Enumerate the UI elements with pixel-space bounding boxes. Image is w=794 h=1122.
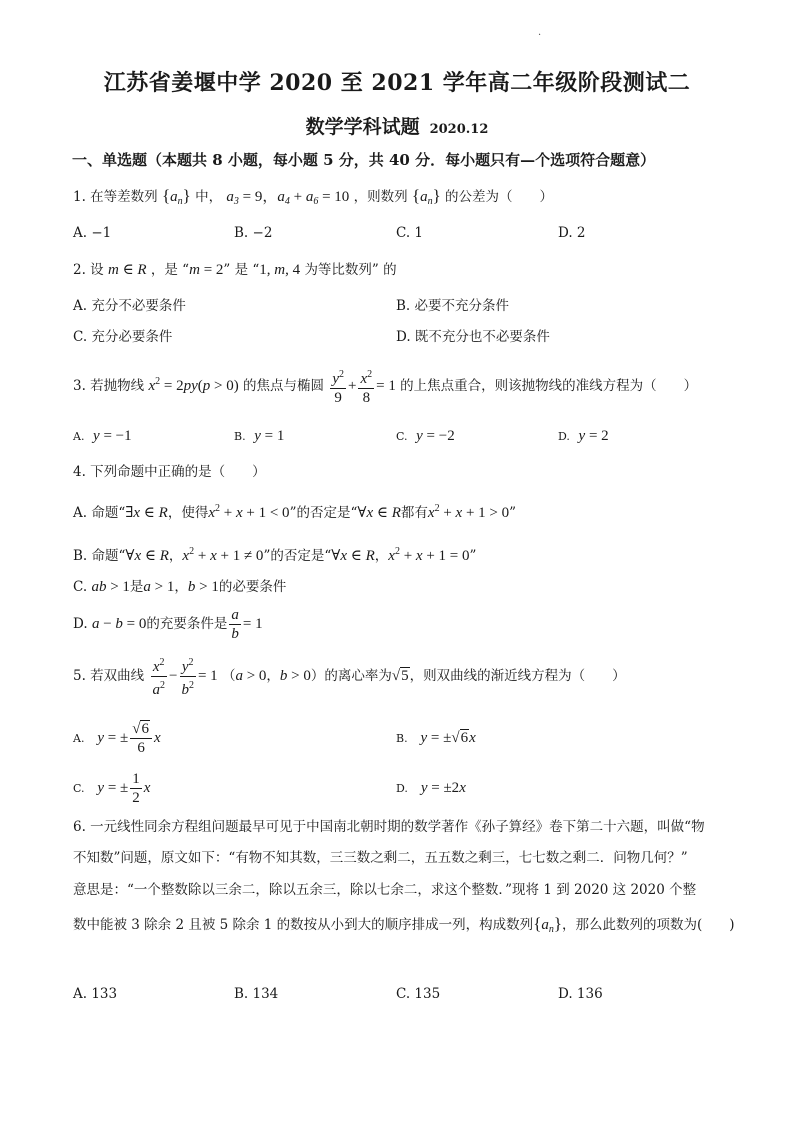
q1-option-a[interactable]: A. −1 <box>73 225 112 241</box>
q4-option-b[interactable]: B. 命题“∀x ∈ R，$x^2 + x + 1 \ne 0$”的否定是“∀x ∈ R，$x^2 + x + 1 = 0$” <box>73 546 477 564</box>
q2-option-b[interactable]: B. 必要不充分条件 <box>396 298 510 314</box>
q5-option-b[interactable]: B. y = ±√6x <box>396 730 476 746</box>
q6-line-4: 数中能被 3 除余 2 且被 5 除余 1 的数按从小到大的顺序排成一列，构成数列$\{a_n\}$，那么此数列的项数为( ) <box>73 914 735 935</box>
q6-option-b[interactable]: B. 134 <box>234 986 279 1002</box>
subject-label: 数学学科试题 <box>305 116 420 138</box>
question-3: 3. 若抛物线 $x^2 = 2py(p > 0)$ 的焦点与椭圆 $\frac{y^2}{9}$ + $\frac{x^2}{8}$ = 1 的上焦点重合，则该抛物线的准线方程为（ ） <box>73 362 697 407</box>
q6-line-3: 意思是：“一个整数除以三余二，除以五余三，除以七余二，求这个整数．”现将 1 到 2020 这 2020 个整 <box>73 882 697 898</box>
exam-date: 2020.12 <box>429 122 489 137</box>
q3-option-c[interactable]: C. y = −2 <box>396 428 455 444</box>
q4-option-a[interactable]: A. 命题“∃x ∈ R，使得$x^2 + x + 1 < 0$”的否定是“∀x ∈ R都有$x^2 + x + 1 > 0$” <box>73 503 517 521</box>
q1-option-d[interactable]: D. 2 <box>558 225 586 241</box>
q5-option-a[interactable]: A. y = ± $\frac{√6}{6}$ x <box>73 721 161 757</box>
q4-option-d[interactable]: D. a − b = 0的充要条件是 $\frac{a}{b}$ = 1 <box>73 607 263 643</box>
q6-line-2: 不知数”问题，原文如下：“有物不知其数，三三数之剩二，五五数之剩三，七七数之剩二．问物几何？” <box>73 850 688 866</box>
q6-option-c[interactable]: C. 135 <box>396 986 441 1002</box>
q6-option-d[interactable]: D. 136 <box>558 986 603 1002</box>
q5-option-d[interactable]: D. y = ±2x <box>396 780 466 796</box>
page-subtitle <box>0 112 794 139</box>
question-4: 4. 下列命题中正确的是（ ） <box>73 464 266 480</box>
q1-option-c[interactable]: C. 1 <box>396 225 424 241</box>
q5-option-c[interactable]: C. y = ± $\frac{1}{2}$ x <box>73 771 151 807</box>
q6-option-a[interactable]: A. 133 <box>73 986 118 1002</box>
question-1: 1. 在等差数列 $\{a_n\}$ 中， $a_3 = 9$，$a_4 + a_6 = 10$ ，则数列 $\{a_n\}$ 的公差为（ ） <box>73 186 554 207</box>
section-heading: 一、单选题（本题共 8 小题，每小题 5 分，共 40 分．每小题只有—个选项符合题意） <box>72 151 656 169</box>
q3-option-a[interactable]: A. y = −1 <box>73 428 132 444</box>
q3-option-b[interactable]: B. y = 1 <box>234 428 285 444</box>
q3-option-d[interactable]: D. y = 2 <box>558 428 609 444</box>
page-title: 江苏省姜堰中学 2020 至 2021 学年高二年级阶段测试二 <box>103 70 691 96</box>
math-a3: $a_3 = 9$，$a_4 + a_6 = 10$ <box>226 189 350 207</box>
q2-option-d[interactable]: D. 既不充分也不必要条件 <box>396 329 550 345</box>
question-2: 2. 设 m ∈ R ，是 “m = 2” 是 “1, m, 4 为等比数列” 的 <box>73 262 397 278</box>
q2-option-c[interactable]: C. 充分必要条件 <box>73 329 173 345</box>
q6-line-1: 6. 一元线性同余方程组问题最早可见于中国南北朝时期的数学著作《孙子算经》卷下第二十六题，叫做“物 <box>73 819 705 835</box>
q2-option-a[interactable]: A. 充分不必要条件 <box>73 298 186 314</box>
math-sequence: $\{a_n\}$ <box>161 186 191 207</box>
q4-option-c[interactable]: C. ab > 1是a > 1，b > 1的必要条件 <box>73 579 287 595</box>
question-5: 5. 若双曲线 $\frac{x^2}{a^2}$ − $\frac{y^2}{b^2}$ = 1 （a > 0，b > 0）的离心率为√5，则双曲线的渐近线方程为（ ） <box>73 654 626 699</box>
scan-dot: · <box>538 30 542 41</box>
q1-option-b[interactable]: B. −2 <box>234 225 273 241</box>
